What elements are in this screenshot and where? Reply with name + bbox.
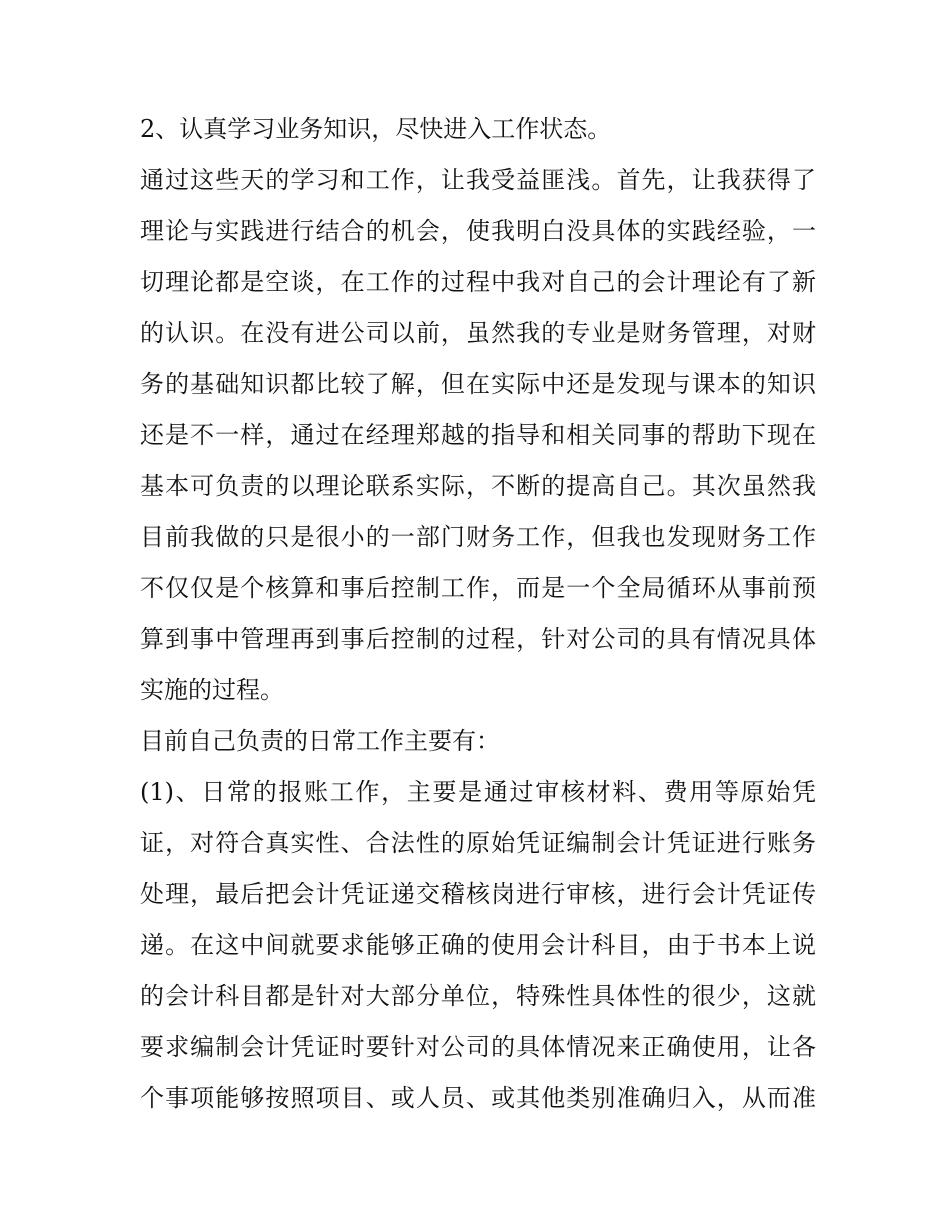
paragraph-line: 不仅仅是个核算和事后控制工作，而是一个全局循环从事前预 [140,574,816,602]
list-item-line: 处理，最后把会计凭证递交稽核岗进行审核，进行会计凭证传 [140,880,816,908]
paragraph-line: 算到事中管理再到事后控制的过程，针对公司的具有情况具体 [140,625,816,653]
list-item-line: 要求编制会计凭证时要针对公司的具体情况来正确使用，让各 [140,1033,816,1061]
list-item-line: 个事项能够按照项目、或人员、或其他类别准确归入，从而准 [140,1084,816,1112]
daily-work-intro: 目前自己负责的日常工作主要有： [140,727,500,755]
paragraph-line: 切理论都是空谈，在工作的过程中我对自己的会计理论有了新 [140,268,816,296]
paragraph-line: 基本可负责的以理论联系实际，不断的提高自己。其次虽然我 [140,472,816,500]
paragraph-line: 通过这些天的学习和工作，让我受益匪浅。首先，让我获得了 [140,166,816,194]
paragraph-line: 还是不一样，通过在经理郑越的指导和相关同事的帮助下现在 [140,421,816,449]
list-item-line: 的会计科目都是针对大部分单位，特殊性具体性的很少，这就 [140,982,816,1010]
list-item-line: (1)、日常的报账工作，主要是通过审核材料、费用等原始凭 [140,778,816,806]
paragraph-line: 务的基础知识都比较了解，但在实际中还是发现与课本的知识 [140,370,816,398]
paragraph-line: 的认识。在没有进公司以前，虽然我的专业是财务管理，对财 [140,319,816,347]
paragraph-line: 目前我做的只是很小的一部门财务工作，但我也发现财务工作 [140,523,816,551]
list-item-line: 递。在这中间就要求能够正确的使用会计科目，由于书本上说 [140,931,816,959]
paragraph-line-end: 实施的过程。 [140,676,284,704]
paragraph-line: 理论与实践进行结合的机会，使我明白没具体的实践经验，一 [140,217,816,245]
heading-study-knowledge: 2、认真学习业务知识，尽快进入工作状态。 [140,115,612,143]
document-page [140,104,816,1124]
list-item-line: 证，对符合真实性、合法性的原始凭证编制会计凭证进行账务 [140,829,816,857]
